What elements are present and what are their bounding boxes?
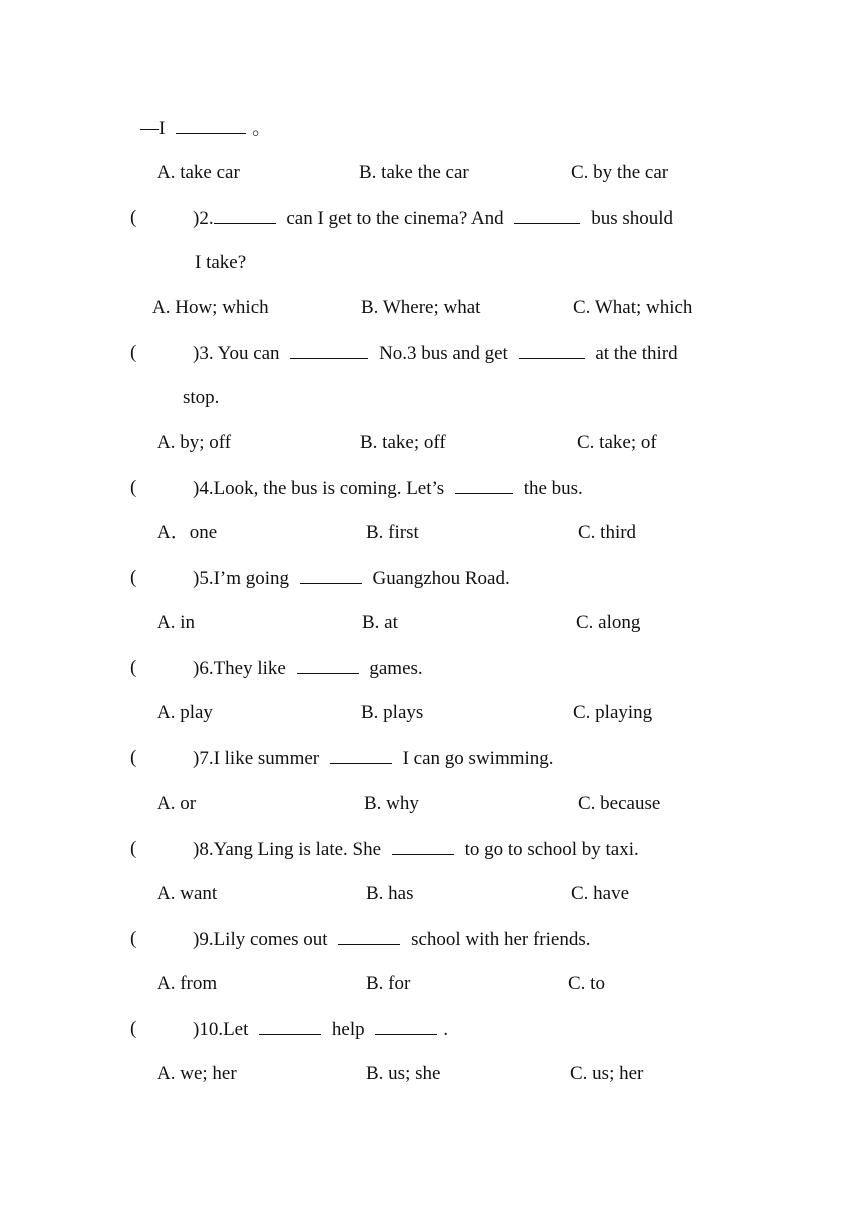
option-a: A. How; which bbox=[152, 297, 269, 318]
option-c: C. to bbox=[568, 973, 605, 994]
answer-paren: ( bbox=[130, 747, 137, 768]
question-text: at the third bbox=[595, 343, 678, 364]
question-text: . bbox=[443, 1019, 449, 1040]
question-8 bbox=[193, 838, 639, 861]
option-a: A. play bbox=[157, 702, 213, 723]
question-4 bbox=[193, 477, 583, 500]
option-b: B. has bbox=[366, 883, 414, 904]
question-number: )9.Lily comes out bbox=[193, 929, 328, 950]
question-1-prefix: —I bbox=[140, 118, 166, 139]
question-text: No.3 bus and get bbox=[379, 343, 508, 364]
option-a: A. by; off bbox=[157, 432, 232, 453]
answer-blank bbox=[455, 477, 513, 494]
option-c: C. playing bbox=[573, 702, 653, 723]
option-c: C. us; her bbox=[570, 1063, 644, 1084]
answer-blank bbox=[330, 747, 392, 764]
option-b: B. take the car bbox=[359, 162, 469, 183]
question-2 bbox=[193, 207, 673, 230]
question-2-continued: I take? bbox=[195, 252, 247, 273]
question-text: Guangzhou Road. bbox=[372, 568, 510, 589]
option-a: A. in bbox=[157, 612, 195, 633]
answer-blank bbox=[392, 838, 454, 855]
question-text: I can go swimming. bbox=[402, 748, 554, 769]
answer-blank bbox=[176, 117, 246, 134]
option-b: B. at bbox=[362, 612, 398, 633]
question-text: bus should bbox=[591, 208, 674, 229]
option-c: C. What; which bbox=[573, 297, 693, 318]
option-b: B. why bbox=[364, 793, 419, 814]
question-7 bbox=[193, 747, 554, 770]
option-c: C. because bbox=[578, 793, 661, 814]
question-5 bbox=[193, 567, 510, 590]
option-b: B. us; she bbox=[366, 1063, 441, 1084]
question-3-continued: stop. bbox=[183, 387, 220, 408]
answer-blank bbox=[514, 207, 580, 224]
option-b: B. for bbox=[366, 973, 411, 994]
question-text: school with her friends. bbox=[411, 929, 591, 950]
option-c: C. along bbox=[576, 612, 641, 633]
question-1-suffix: 。 bbox=[252, 118, 272, 139]
question-1-tail bbox=[140, 117, 271, 140]
answer-blank bbox=[519, 342, 585, 359]
question-number: )3. You can bbox=[193, 343, 280, 364]
answer-paren: ( bbox=[130, 657, 137, 678]
answer-blank bbox=[290, 342, 368, 359]
question-text: help bbox=[331, 1019, 365, 1040]
option-c: C. have bbox=[571, 883, 630, 904]
option-a: A．one bbox=[157, 522, 218, 543]
question-10 bbox=[193, 1018, 448, 1041]
question-number: )10.Let bbox=[193, 1019, 249, 1040]
option-a: A. from bbox=[157, 973, 218, 994]
answer-blank bbox=[300, 567, 362, 584]
answer-paren: ( bbox=[130, 838, 137, 859]
question-number: )6.They like bbox=[193, 658, 286, 679]
question-number: )2. bbox=[193, 208, 214, 229]
answer-paren: ( bbox=[130, 928, 137, 949]
answer-paren: ( bbox=[130, 477, 137, 498]
answer-paren: ( bbox=[130, 342, 137, 363]
option-a: A. we; her bbox=[157, 1063, 237, 1084]
option-a: A. want bbox=[157, 883, 218, 904]
option-b: B. plays bbox=[361, 702, 424, 723]
question-number: )7.I like summer bbox=[193, 748, 320, 769]
answer-blank bbox=[297, 657, 359, 674]
answer-paren: ( bbox=[130, 1018, 137, 1039]
question-6 bbox=[193, 657, 423, 680]
option-c: C. third bbox=[578, 522, 637, 543]
answer-paren: ( bbox=[130, 207, 137, 228]
question-text: games. bbox=[369, 658, 423, 679]
question-number: )4.Look, the bus is coming. Let’s bbox=[193, 478, 445, 499]
option-b: B. first bbox=[366, 522, 419, 543]
option-c: C. by the car bbox=[571, 162, 669, 183]
option-b: B. Where; what bbox=[361, 297, 481, 318]
question-3 bbox=[193, 342, 678, 365]
question-9 bbox=[193, 928, 590, 951]
question-text: the bus. bbox=[523, 478, 583, 499]
option-c: C. take; of bbox=[577, 432, 657, 453]
answer-blank bbox=[214, 207, 276, 224]
answer-blank bbox=[375, 1018, 437, 1035]
option-a: A. take car bbox=[157, 162, 240, 183]
question-text: to go to school by taxi. bbox=[464, 839, 639, 860]
option-a: A. or bbox=[157, 793, 197, 814]
question-text: can I get to the cinema? And bbox=[286, 208, 504, 229]
option-b: B. take; off bbox=[360, 432, 446, 453]
answer-blank bbox=[338, 928, 400, 945]
question-number: )5.I’m going bbox=[193, 568, 290, 589]
question-number: )8.Yang Ling is late. She bbox=[193, 839, 382, 860]
answer-paren: ( bbox=[130, 567, 137, 588]
answer-blank bbox=[259, 1018, 321, 1035]
